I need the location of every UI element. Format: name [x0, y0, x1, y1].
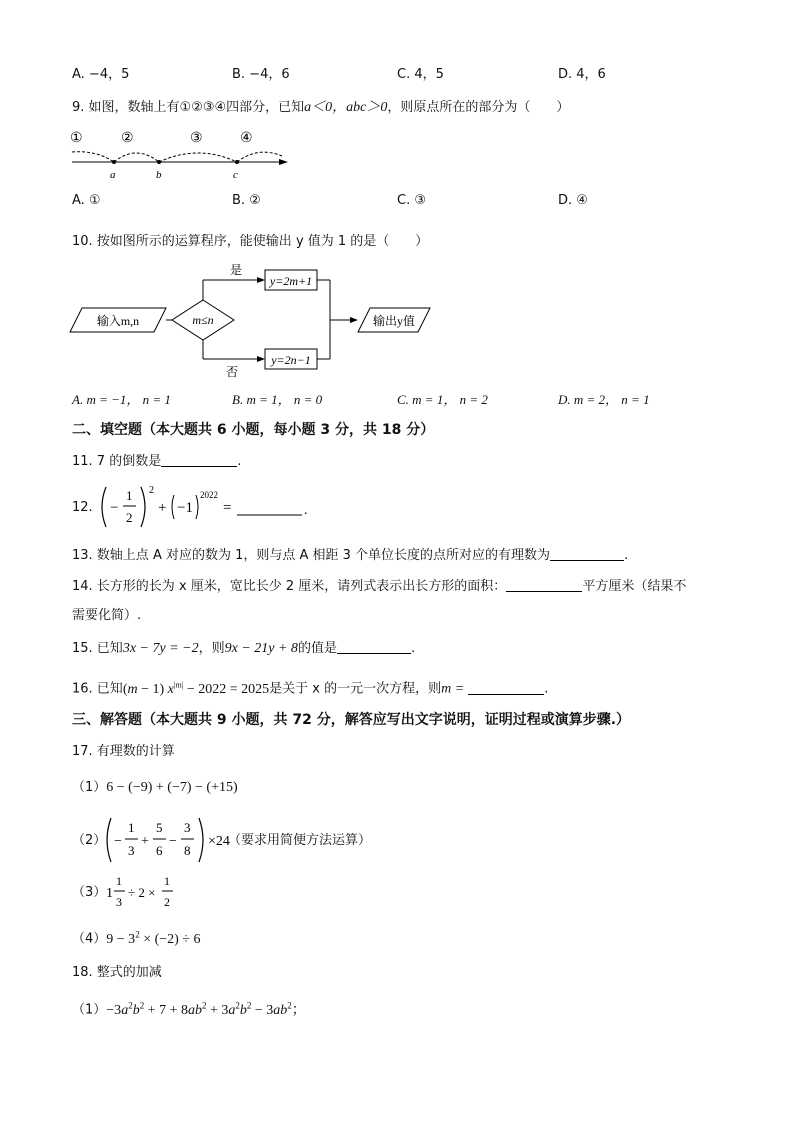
q15-equation: 3x − 7y = −2	[122, 641, 199, 656]
svg-text:3: 3	[184, 820, 191, 835]
q8-option-c[interactable]: C. 4，5	[397, 67, 444, 82]
q13	[72, 546, 628, 565]
q15-text-b: ，则	[198, 641, 225, 656]
q17-title: 17. 有理数的计算	[72, 744, 175, 759]
output-label: 输出y值	[372, 314, 416, 328]
q12-number: 12.	[72, 500, 93, 515]
part-label-3: ③	[190, 131, 203, 146]
svg-text:1: 1	[128, 820, 135, 835]
svg-text:6: 6	[156, 843, 163, 858]
q17-part1	[72, 779, 238, 797]
q9-condition: a＜0，abc＞0	[304, 100, 388, 115]
svg-text:−: −	[169, 834, 177, 849]
q14-text: 14. 长方形的长为 x 厘米，宽比长少 2 厘米，请列式表示出长方形的面积：	[72, 579, 507, 594]
decision-label: m≤n	[192, 313, 214, 327]
no-label: 否	[226, 365, 239, 379]
yes-box-label: y=2m+1	[269, 274, 313, 288]
q17-4-expression: $9 - 3^2 \times (-2) \div 6$	[106, 929, 201, 947]
q15-text-c: 的值是	[297, 641, 337, 656]
input-label: 输入m,n	[96, 314, 140, 328]
svg-text:1: 1	[106, 886, 113, 901]
q18-title: 18. 整式的加减	[72, 965, 162, 980]
q17-1-label: （1）	[72, 780, 107, 795]
q9-stem-text: 9. 如图，数轴上有①②③④四部分，已知	[72, 100, 305, 115]
part-label-2: ②	[121, 131, 134, 146]
q8-option-d[interactable]: D. 4，6	[558, 67, 606, 82]
q14-line1	[72, 577, 686, 596]
q18-part1	[72, 996, 306, 1020]
svg-text:−: −	[110, 500, 119, 516]
axis-arrow	[279, 159, 288, 165]
q13-period: .	[624, 548, 629, 563]
q17-2-expression	[102, 813, 232, 867]
q11	[72, 452, 241, 471]
q9-option-b[interactable]: B. ②	[232, 193, 261, 208]
q13-text: 13. 数轴上点 A 对应的数为 1，则与点 A 相距 3 个单位长度的点所对应的有理数为	[72, 548, 551, 563]
q9-stem	[72, 99, 569, 117]
svg-text:−: −	[114, 834, 122, 849]
svg-text:+: +	[158, 500, 167, 516]
part-label-1: ①	[70, 131, 83, 146]
q8-option-b[interactable]: B. −4，6	[232, 67, 290, 82]
section2-heading: 二、填空题（本大题共 6 小题，每小题 3 分，共 18 分）	[72, 422, 435, 438]
q8-option-a[interactable]: A. −4，5	[72, 67, 130, 82]
q16-answer-blank[interactable]	[468, 680, 544, 695]
q10-option-b[interactable]: B. m = 1， n = 0	[232, 392, 323, 407]
q9-option-a[interactable]: A. ①	[72, 193, 101, 208]
q15	[72, 639, 415, 658]
svg-text:3: 3	[128, 843, 135, 858]
no-box-label: y=2n−1	[271, 353, 311, 367]
q10-stem: 10. 按如图所示的运算程序，能使输出 y 值为 1 的是（ ）	[72, 234, 429, 249]
q16-text-b: 是关于 x 的一元一次方程，则	[269, 681, 442, 697]
point-c	[235, 160, 239, 164]
point-label-a: a	[110, 169, 116, 181]
dashed-arc-4	[237, 152, 282, 162]
q14-line2: 需要化简）.	[72, 608, 142, 623]
q17-2-note: （要求用简便方法运算）	[228, 833, 372, 848]
part-label-4: ④	[240, 131, 253, 146]
q10-flowchart	[68, 258, 448, 382]
q18-1-expression: $-3a^2b^2 + 7 + 8ab^2 + 3a^2b^2 - 3ab^2$；	[106, 1000, 306, 1018]
dashed-arc-2	[114, 153, 159, 162]
dashed-arc-3	[159, 153, 237, 162]
yes-label: 是	[230, 263, 243, 277]
q13-answer-blank[interactable]	[550, 546, 624, 561]
q10-option-c[interactable]: C. m = 1， n = 2	[397, 392, 488, 407]
svg-text:+: +	[141, 834, 149, 849]
q14-text-b: 平方厘米（结果不	[582, 579, 687, 594]
q17-2-label: （2）	[72, 833, 107, 848]
q9-option-c[interactable]: C. ③	[397, 193, 426, 208]
q14-answer-blank[interactable]	[506, 577, 582, 592]
q16	[72, 676, 548, 699]
q15-answer-blank[interactable]	[337, 639, 411, 654]
svg-text:×24: ×24	[208, 834, 230, 849]
q17-4-label: （4）	[72, 931, 107, 947]
point-a	[112, 160, 116, 164]
svg-text:3: 3	[116, 895, 122, 909]
q16-text: 16. 已知	[72, 681, 123, 697]
section3-heading: 三、解答题（本大题共 9 小题，共 72 分，解答应写出文字说明，证明过程或演算步骤.）	[72, 712, 631, 728]
q18-1-label: （1）	[72, 1002, 107, 1018]
q10-option-a[interactable]: A. m = −1， n = 1	[72, 392, 171, 407]
svg-text:5: 5	[156, 820, 163, 835]
q11-text: 11. 7 的倒数是	[72, 454, 162, 469]
q16-equation: (m − 1) $x^{|m|} - 2022 = 2025$	[122, 680, 270, 697]
svg-text:1: 1	[116, 874, 122, 888]
q9-stem-tail: ，则原点所在的部分为（ ）	[387, 100, 570, 115]
q11-answer-blank[interactable]	[161, 452, 237, 467]
q11-period: .	[237, 454, 242, 469]
q10-option-d[interactable]: D. m = 2， n = 1	[558, 392, 650, 407]
q17-part4	[72, 925, 201, 949]
svg-text:8: 8	[184, 843, 191, 858]
q16-period: .	[544, 681, 549, 697]
q15-expression: 9x − 21y + 8	[224, 641, 298, 656]
q9-number-line-figure	[68, 126, 298, 184]
q9-option-d[interactable]: D. ④	[558, 193, 588, 208]
svg-text:1: 1	[164, 874, 170, 888]
svg-text:2: 2	[126, 510, 133, 525]
q17-3-label: （3）	[72, 885, 107, 900]
q15-period: .	[410, 641, 416, 656]
point-label-c: c	[233, 169, 238, 181]
svg-text:2022: 2022	[200, 490, 218, 500]
svg-text:2: 2	[149, 485, 154, 496]
svg-text:÷ 2 ×: ÷ 2 ×	[128, 885, 156, 900]
point-label-b: b	[156, 169, 162, 181]
point-b	[157, 160, 161, 164]
svg-text:=: =	[223, 500, 232, 516]
q12-expression	[96, 481, 316, 533]
q12-period: .	[304, 503, 308, 518]
svg-text:1: 1	[126, 488, 133, 503]
svg-text:−1: −1	[177, 500, 193, 516]
dashed-arc-1	[72, 152, 114, 162]
svg-text:2: 2	[164, 895, 170, 909]
q17-1-expression: 6 − (−9) + (−7) − (+15)	[106, 780, 238, 795]
q17-3-expression	[104, 868, 184, 916]
q15-text: 15. 已知	[72, 641, 123, 656]
q16-var: m =	[441, 681, 465, 697]
